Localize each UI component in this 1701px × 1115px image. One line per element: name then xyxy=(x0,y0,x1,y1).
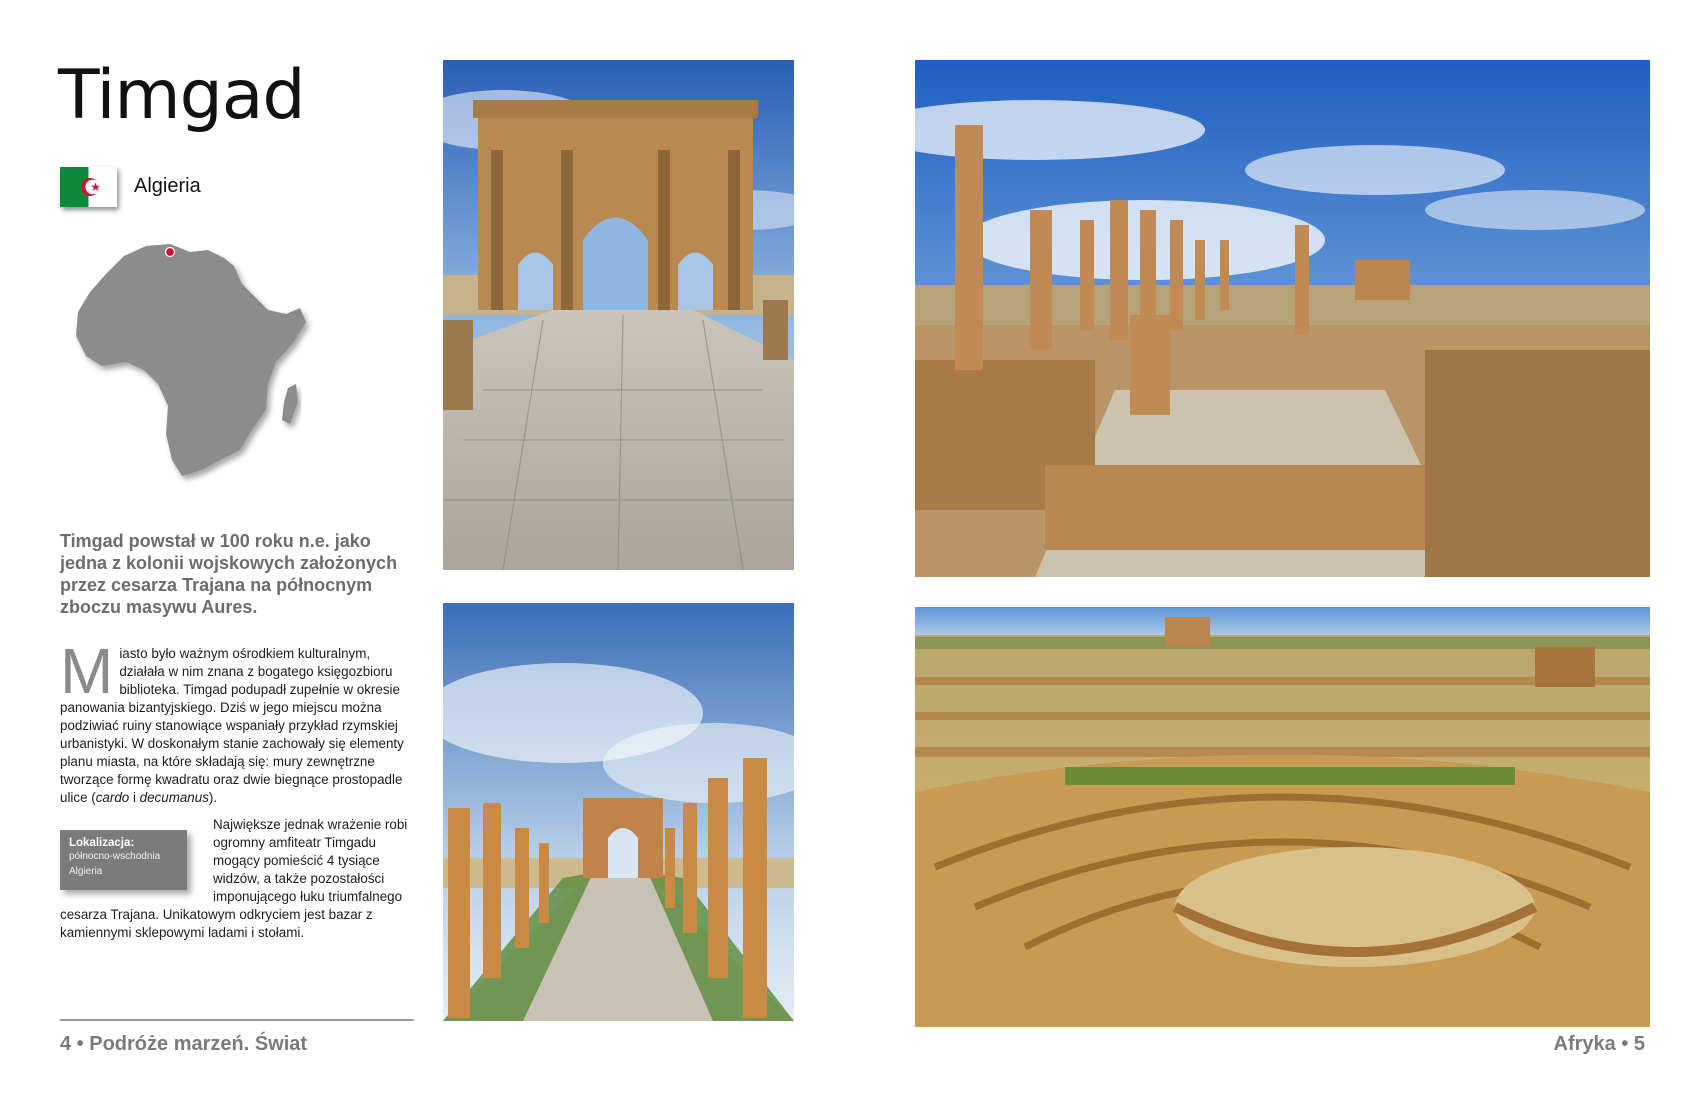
location-label: Lokalizacja: xyxy=(69,837,135,849)
location-marker-icon xyxy=(166,248,175,257)
country-label: Algieria xyxy=(134,175,201,197)
body-connector: i xyxy=(129,790,140,805)
lead-paragraph: Timgad powstał w 100 roku n.e. jako jedna z kolonii wojskowych założonych przez cesarza Trajana na północnym zboczu masywu Aures. xyxy=(60,531,398,617)
body-text xyxy=(60,635,415,942)
body-paragraph-2: Największe jednak wrażenie robi ogromny amfiteatr Timgadu mogący pomieścić 4 tysiące widzów, a także pozostałości imponującego łuku triumfalnego cesarza Trajana. Unikatowym odkryciem jest bazar z kamiennymi sklepowymi ladami i stołami. xyxy=(60,817,408,940)
footer-left-page-number: 4 • Podróże marzeń. Świat xyxy=(60,1033,308,1055)
photo-avenue xyxy=(443,603,794,1021)
africa-map xyxy=(62,238,330,500)
photo-columns xyxy=(915,60,1650,577)
photo-theatre xyxy=(915,607,1650,1027)
term-cardo: cardo xyxy=(95,790,130,805)
drop-cap: M xyxy=(60,635,114,707)
algeria-flag-icon xyxy=(60,167,117,207)
footer-right-page-number: Afryka • 5 xyxy=(1553,1033,1645,1055)
footer-divider xyxy=(60,1019,414,1021)
photo-arch xyxy=(443,60,794,570)
body-paragraph-1: iasto było ważnym ośrodkiem kulturalnym, działała w nim znana z bogatego księgozbioru biblioteka. Timgad podupadł zupełnie w okresie panowania bizantyjskiego. Dziś w jego miejscu można podziwiać ruiny stanowiące wspaniały przykład rzymskiej urbanistyki. W doskonałym stanie zachowały się elementy planu miasta, na które składają się: mury zewnętrzne tworzące formę kwadratu oraz dwie biegnące prostopadle ulice ( xyxy=(60,646,404,805)
page-title: Timgad xyxy=(58,56,305,135)
body-end: ). xyxy=(208,790,218,805)
location-value: północno-wschodnia Algieria xyxy=(69,851,161,877)
location-box xyxy=(60,830,187,890)
term-decumanus: decumanus xyxy=(139,790,209,805)
